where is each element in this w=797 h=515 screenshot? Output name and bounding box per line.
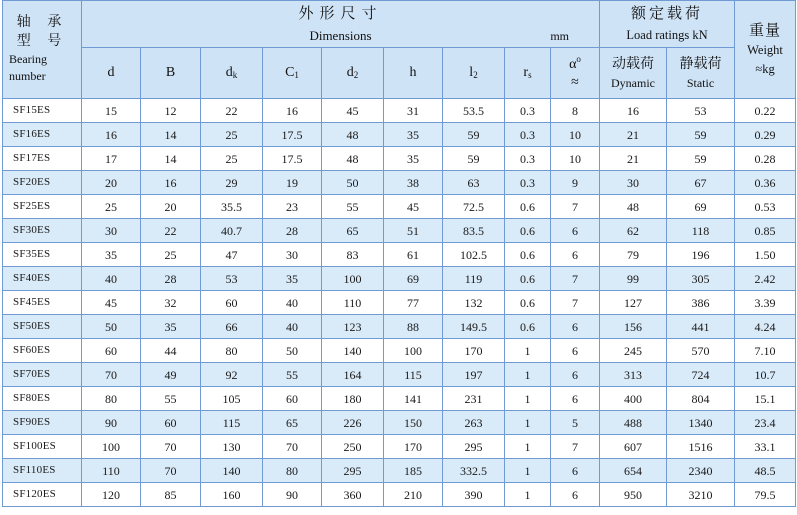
cell-stat: 441 (667, 315, 735, 339)
cell-dk: 130 (201, 435, 263, 459)
col-header-dynamic: 动载荷 Dynamic (600, 48, 667, 99)
cell-dyn: 48 (600, 195, 667, 219)
cell-c1: 65 (263, 411, 322, 435)
cell-model: SF30ES (3, 219, 82, 243)
table-row (3, 147, 796, 171)
col-header-c1: $C_1$ (263, 48, 322, 99)
col-header-d2: $d_2$ (322, 48, 384, 99)
cell-dk: 25 (201, 147, 263, 171)
cell-dk: 35.5 (201, 195, 263, 219)
cell-c1: 16 (263, 99, 322, 123)
table-row (3, 387, 796, 411)
cell-stat: 804 (667, 387, 735, 411)
cell-d: 50 (82, 315, 141, 339)
cell-model: SF50ES (3, 315, 82, 339)
col-header-l2: $l_2$ (443, 48, 505, 99)
cell-rs: 0.3 (505, 99, 551, 123)
bearing-spec-table (2, 0, 796, 507)
cell-model: SF17ES (3, 147, 82, 171)
table-row (3, 99, 796, 123)
cell-B: 16 (141, 171, 201, 195)
bearing-zh-line2: 型 号 (16, 33, 68, 50)
cell-B: 70 (141, 459, 201, 483)
cell-wt: 10.7 (735, 363, 796, 387)
load-ratings-zh: 额定载荷 (631, 4, 704, 22)
cell-h: 88 (384, 315, 443, 339)
cell-h: 61 (384, 243, 443, 267)
col-header-h: h (384, 48, 443, 99)
cell-dyn: 245 (600, 339, 667, 363)
cell-rs: 0.3 (505, 147, 551, 171)
cell-alpha: 7 (551, 195, 600, 219)
cell-d: 15 (82, 99, 141, 123)
cell-stat: 59 (667, 147, 735, 171)
cell-B: 70 (141, 435, 201, 459)
cell-dyn: 21 (600, 147, 667, 171)
weight-en: Weight (747, 43, 783, 58)
cell-l2: 59 (443, 123, 505, 147)
cell-l2: 53.5 (443, 99, 505, 123)
cell-l2: 132 (443, 291, 505, 315)
cell-dyn: 607 (600, 435, 667, 459)
cell-rs: 0.6 (505, 195, 551, 219)
cell-rs: 0.6 (505, 243, 551, 267)
cell-wt: 3.39 (735, 291, 796, 315)
cell-B: 28 (141, 267, 201, 291)
cell-l2: 119 (443, 267, 505, 291)
cell-d2: 50 (322, 171, 384, 195)
cell-stat: 196 (667, 243, 735, 267)
cell-model: SF20ES (3, 171, 82, 195)
cell-d: 110 (82, 459, 141, 483)
cell-d2: 250 (322, 435, 384, 459)
cell-d2: 48 (322, 147, 384, 171)
cell-stat: 53 (667, 99, 735, 123)
cell-model: SF110ES (3, 459, 82, 483)
cell-alpha: 6 (551, 459, 600, 483)
cell-alpha: 7 (551, 291, 600, 315)
col-header-rs: $r_s$ (505, 48, 551, 99)
cell-l2: 231 (443, 387, 505, 411)
cell-d: 25 (82, 195, 141, 219)
cell-rs: 1 (505, 363, 551, 387)
cell-dk: 66 (201, 315, 263, 339)
cell-h: 35 (384, 123, 443, 147)
cell-model: SF25ES (3, 195, 82, 219)
table-row (3, 171, 796, 195)
cell-c1: 28 (263, 219, 322, 243)
cell-c1: 70 (263, 435, 322, 459)
cell-model: SF120ES (3, 483, 82, 507)
cell-model: SF15ES (3, 99, 82, 123)
cell-stat: 386 (667, 291, 735, 315)
cell-dyn: 488 (600, 411, 667, 435)
col-header-dk: $d_k$ (201, 48, 263, 99)
cell-dyn: 127 (600, 291, 667, 315)
cell-rs: 1 (505, 387, 551, 411)
bearing-zh-line1: 轴 承 (16, 14, 68, 31)
cell-d: 100 (82, 435, 141, 459)
cell-l2: 149.5 (443, 315, 505, 339)
cell-dyn: 313 (600, 363, 667, 387)
cell-B: 55 (141, 387, 201, 411)
cell-l2: 72.5 (443, 195, 505, 219)
cell-rs: 0.3 (505, 123, 551, 147)
col-header-b: B (141, 48, 201, 99)
cell-d2: 226 (322, 411, 384, 435)
cell-alpha: 10 (551, 147, 600, 171)
cell-d: 70 (82, 363, 141, 387)
cell-d2: 45 (322, 99, 384, 123)
cell-dyn: 62 (600, 219, 667, 243)
cell-dyn: 950 (600, 483, 667, 507)
cell-d: 17 (82, 147, 141, 171)
dimensions-unit: mm (550, 29, 570, 43)
cell-wt: 1.50 (735, 243, 796, 267)
cell-alpha: 6 (551, 243, 600, 267)
cell-l2: 170 (443, 339, 505, 363)
dimensions-zh: 外形尺寸 (298, 4, 383, 22)
cell-B: 14 (141, 123, 201, 147)
cell-d: 60 (82, 339, 141, 363)
cell-h: 45 (384, 195, 443, 219)
cell-stat: 69 (667, 195, 735, 219)
cell-B: 85 (141, 483, 201, 507)
cell-h: 185 (384, 459, 443, 483)
cell-d: 35 (82, 243, 141, 267)
cell-dk: 47 (201, 243, 263, 267)
cell-stat: 570 (667, 339, 735, 363)
cell-h: 31 (384, 99, 443, 123)
cell-l2: 263 (443, 411, 505, 435)
cell-dk: 40.7 (201, 219, 263, 243)
cell-rs: 0.6 (505, 267, 551, 291)
cell-dk: 60 (201, 291, 263, 315)
cell-model: SF60ES (3, 339, 82, 363)
cell-dk: 25 (201, 123, 263, 147)
cell-alpha: 5 (551, 411, 600, 435)
table-row (3, 267, 796, 291)
cell-dk: 105 (201, 387, 263, 411)
table-row (3, 483, 796, 507)
cell-dyn: 30 (600, 171, 667, 195)
cell-d: 40 (82, 267, 141, 291)
cell-model: SF40ES (3, 267, 82, 291)
cell-c1: 50 (263, 339, 322, 363)
bearing-number-header (3, 1, 82, 99)
table-row (3, 459, 796, 483)
cell-d2: 65 (322, 219, 384, 243)
cell-d: 20 (82, 171, 141, 195)
cell-h: 77 (384, 291, 443, 315)
cell-stat: 118 (667, 219, 735, 243)
cell-d2: 164 (322, 363, 384, 387)
load-ratings-header (600, 1, 735, 48)
cell-stat: 1340 (667, 411, 735, 435)
cell-wt: 33.1 (735, 435, 796, 459)
cell-dk: 53 (201, 267, 263, 291)
cell-rs: 0.3 (505, 171, 551, 195)
cell-stat: 1516 (667, 435, 735, 459)
cell-alpha: 9 (551, 171, 600, 195)
cell-wt: 15.1 (735, 387, 796, 411)
cell-d: 16 (82, 123, 141, 147)
cell-model: SF100ES (3, 435, 82, 459)
cell-dk: 160 (201, 483, 263, 507)
dimensions-header (82, 1, 600, 48)
cell-rs: 1 (505, 435, 551, 459)
cell-d2: 55 (322, 195, 384, 219)
cell-wt: 0.28 (735, 147, 796, 171)
cell-dyn: 21 (600, 123, 667, 147)
cell-model: SF45ES (3, 291, 82, 315)
cell-d2: 100 (322, 267, 384, 291)
cell-alpha: 7 (551, 267, 600, 291)
cell-h: 170 (384, 435, 443, 459)
cell-d: 30 (82, 219, 141, 243)
cell-model: SF70ES (3, 363, 82, 387)
cell-alpha: 6 (551, 315, 600, 339)
cell-h: 38 (384, 171, 443, 195)
cell-d2: 110 (322, 291, 384, 315)
table-row (3, 291, 796, 315)
cell-c1: 19 (263, 171, 322, 195)
cell-wt: 0.22 (735, 99, 796, 123)
cell-dk: 140 (201, 459, 263, 483)
cell-l2: 63 (443, 171, 505, 195)
cell-stat: 59 (667, 123, 735, 147)
cell-rs: 0.6 (505, 291, 551, 315)
bearing-en-line2: number (9, 69, 46, 84)
cell-B: 32 (141, 291, 201, 315)
cell-h: 69 (384, 267, 443, 291)
col-header-static: 静载荷 Static (667, 48, 735, 99)
cell-dk: 80 (201, 339, 263, 363)
cell-h: 150 (384, 411, 443, 435)
cell-d2: 83 (322, 243, 384, 267)
weight-unit: ≈kg (755, 62, 775, 76)
cell-rs: 0.6 (505, 315, 551, 339)
cell-B: 60 (141, 411, 201, 435)
table-row (3, 315, 796, 339)
cell-h: 141 (384, 387, 443, 411)
cell-rs: 1 (505, 483, 551, 507)
cell-d2: 123 (322, 315, 384, 339)
col-header-alpha: $\alpha^o$ ≈ (551, 48, 600, 99)
cell-wt: 48.5 (735, 459, 796, 483)
cell-B: 25 (141, 243, 201, 267)
cell-alpha: 6 (551, 483, 600, 507)
cell-dk: 22 (201, 99, 263, 123)
cell-l2: 102.5 (443, 243, 505, 267)
cell-dyn: 99 (600, 267, 667, 291)
cell-wt: 0.36 (735, 171, 796, 195)
table-row (3, 411, 796, 435)
cell-stat: 305 (667, 267, 735, 291)
cell-c1: 60 (263, 387, 322, 411)
cell-stat: 724 (667, 363, 735, 387)
cell-model: SF90ES (3, 411, 82, 435)
table-row (3, 123, 796, 147)
cell-stat: 3210 (667, 483, 735, 507)
cell-l2: 332.5 (443, 459, 505, 483)
cell-c1: 35 (263, 267, 322, 291)
cell-model: SF35ES (3, 243, 82, 267)
cell-c1: 55 (263, 363, 322, 387)
cell-c1: 17.5 (263, 147, 322, 171)
cell-d: 90 (82, 411, 141, 435)
cell-l2: 295 (443, 435, 505, 459)
cell-dk: 29 (201, 171, 263, 195)
table-row (3, 195, 796, 219)
cell-c1: 23 (263, 195, 322, 219)
weight-zh: 重量 (749, 21, 782, 40)
cell-d2: 140 (322, 339, 384, 363)
cell-rs: 1 (505, 411, 551, 435)
cell-B: 22 (141, 219, 201, 243)
cell-d: 45 (82, 291, 141, 315)
col-header-d: d (82, 48, 141, 99)
cell-l2: 197 (443, 363, 505, 387)
cell-dyn: 16 (600, 99, 667, 123)
table-header (3, 1, 796, 99)
cell-wt: 7.10 (735, 339, 796, 363)
cell-wt: 0.29 (735, 123, 796, 147)
weight-header (735, 1, 796, 99)
cell-d: 80 (82, 387, 141, 411)
cell-dk: 115 (201, 411, 263, 435)
cell-d: 120 (82, 483, 141, 507)
cell-stat: 67 (667, 171, 735, 195)
cell-c1: 80 (263, 459, 322, 483)
cell-alpha: 6 (551, 387, 600, 411)
load-ratings-en: Load ratings kN (626, 28, 708, 42)
cell-h: 100 (384, 339, 443, 363)
cell-dyn: 79 (600, 243, 667, 267)
cell-alpha: 6 (551, 363, 600, 387)
cell-dk: 92 (201, 363, 263, 387)
table-row (3, 219, 796, 243)
cell-alpha: 8 (551, 99, 600, 123)
cell-h: 51 (384, 219, 443, 243)
cell-rs: 1 (505, 459, 551, 483)
cell-wt: 2.42 (735, 267, 796, 291)
cell-B: 20 (141, 195, 201, 219)
cell-c1: 30 (263, 243, 322, 267)
cell-h: 115 (384, 363, 443, 387)
cell-alpha: 6 (551, 219, 600, 243)
cell-B: 35 (141, 315, 201, 339)
cell-B: 12 (141, 99, 201, 123)
table-row (3, 363, 796, 387)
cell-dyn: 400 (600, 387, 667, 411)
cell-alpha: 6 (551, 339, 600, 363)
bearing-en-line1: Bearing (9, 52, 47, 66)
cell-B: 44 (141, 339, 201, 363)
cell-rs: 1 (505, 339, 551, 363)
cell-l2: 83.5 (443, 219, 505, 243)
cell-rs: 0.6 (505, 219, 551, 243)
cell-wt: 79.5 (735, 483, 796, 507)
cell-d2: 295 (322, 459, 384, 483)
cell-B: 14 (141, 147, 201, 171)
table-body (3, 99, 796, 507)
table-row (3, 243, 796, 267)
dimensions-en: Dimensions (309, 28, 372, 43)
cell-B: 49 (141, 363, 201, 387)
table-row (3, 339, 796, 363)
cell-wt: 23.4 (735, 411, 796, 435)
cell-dyn: 654 (600, 459, 667, 483)
cell-model: SF80ES (3, 387, 82, 411)
cell-c1: 40 (263, 315, 322, 339)
cell-h: 35 (384, 147, 443, 171)
cell-h: 210 (384, 483, 443, 507)
cell-d2: 180 (322, 387, 384, 411)
table-row (3, 435, 796, 459)
cell-wt: 0.85 (735, 219, 796, 243)
cell-l2: 390 (443, 483, 505, 507)
cell-model: SF16ES (3, 123, 82, 147)
cell-wt: 0.53 (735, 195, 796, 219)
cell-c1: 90 (263, 483, 322, 507)
cell-c1: 17.5 (263, 123, 322, 147)
cell-d2: 48 (322, 123, 384, 147)
cell-d2: 360 (322, 483, 384, 507)
cell-alpha: 7 (551, 435, 600, 459)
cell-dyn: 156 (600, 315, 667, 339)
cell-c1: 40 (263, 291, 322, 315)
cell-stat: 2340 (667, 459, 735, 483)
cell-l2: 59 (443, 147, 505, 171)
cell-alpha: 10 (551, 123, 600, 147)
cell-wt: 4.24 (735, 315, 796, 339)
